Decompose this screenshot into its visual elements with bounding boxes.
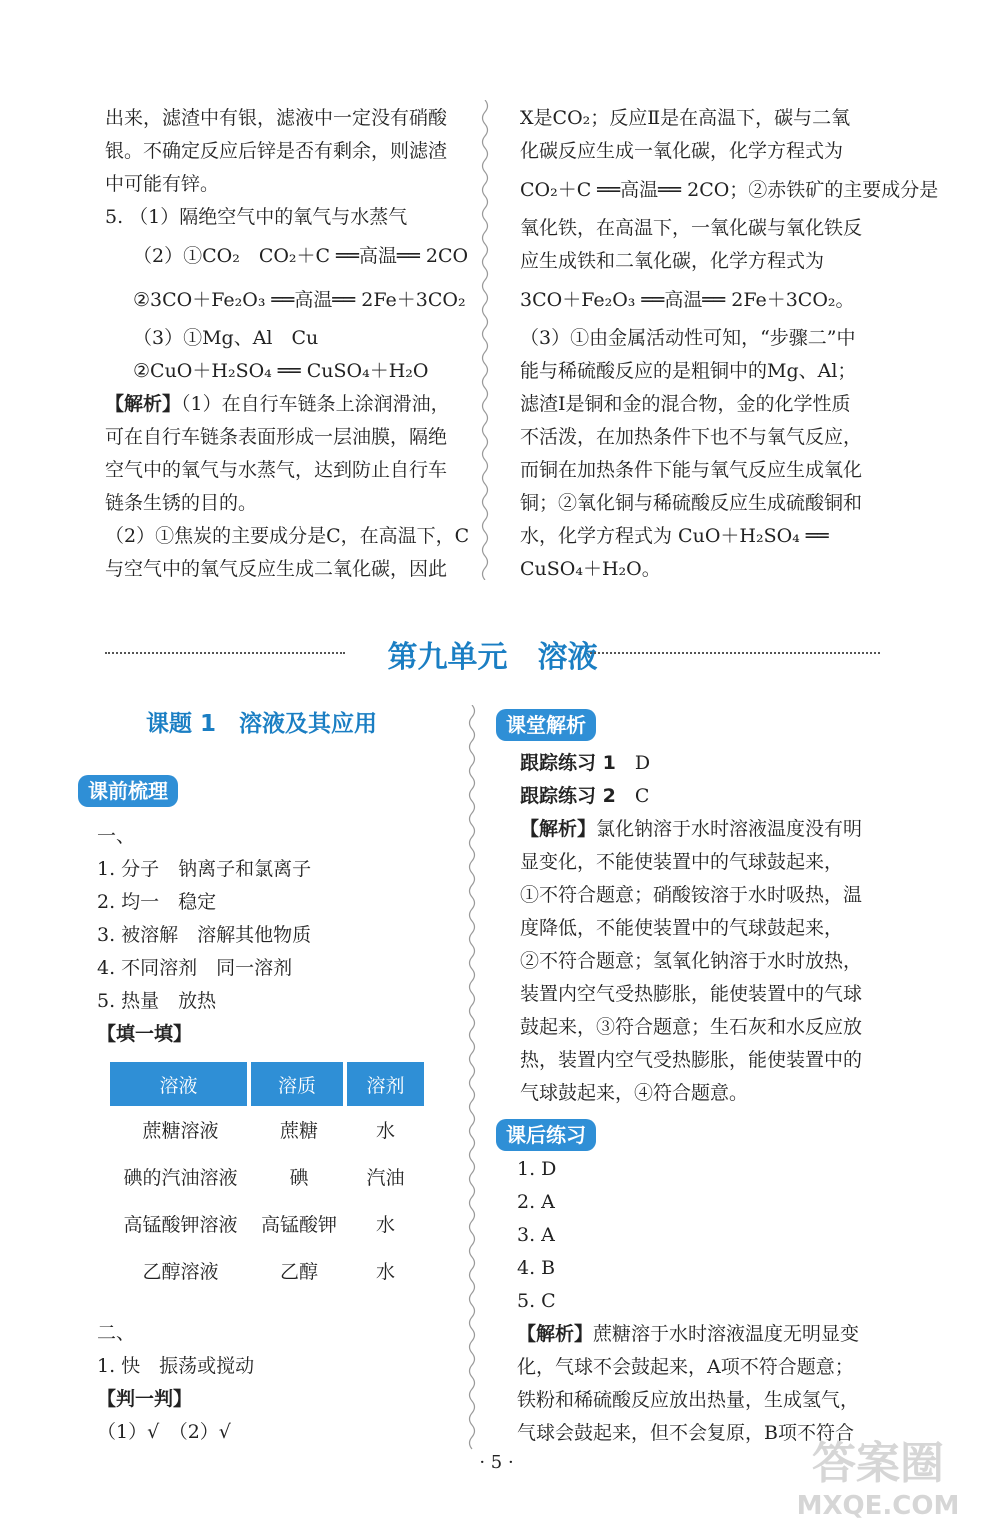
watermark-graphic xyxy=(783,1426,973,1526)
equation-line: ②CuO＋H₂SO₄ ══ CuSO₄＋H₂O xyxy=(133,360,429,382)
dotted-rule-right xyxy=(590,652,880,654)
practice-line xyxy=(520,747,890,780)
column-separator xyxy=(465,705,479,1450)
lesson-title: 课题 1 溶液及其应用 xyxy=(146,711,378,737)
table-cell: 碘 xyxy=(289,1167,309,1189)
top-left-column xyxy=(105,102,475,586)
column-separator xyxy=(478,100,492,580)
table-cell: 汽油 xyxy=(366,1167,405,1189)
text-line: 鼓起来，③符合题意；生石灰和水反应放 xyxy=(520,1016,863,1038)
table-cell: 水 xyxy=(375,1120,395,1142)
table-header: 溶液 xyxy=(110,1062,251,1106)
answer-item: 5. C xyxy=(517,1290,556,1312)
text-line: 水，化学方程式为 CuO＋H₂SO₄ ══ xyxy=(520,525,829,547)
equation-line: ②3CO＋Fe₂O₃ ══高温══ 2Fe＋3CO₂ xyxy=(133,289,466,311)
practice-label: 跟踪练习 2 xyxy=(520,785,616,807)
text-line: 度降低，不能使装置中的气球鼓起来， xyxy=(520,917,844,939)
table-cell: 高锰酸钾溶液 xyxy=(123,1214,238,1236)
text-line: 装置内空气受热膨胀，能使装置中的气球 xyxy=(520,983,863,1005)
text-line: （3）①由金属活动性可知，“步骤二”中 xyxy=(520,327,856,349)
analysis-paragraph xyxy=(520,813,890,846)
answer-item: 1. D xyxy=(517,1158,557,1180)
fill-label: 【填一填】 xyxy=(97,1023,193,1045)
text-line: 气球会鼓起来，但不会复原，B项不符合 xyxy=(517,1422,854,1444)
text-line: 气球鼓起来，④符合题意。 xyxy=(520,1082,749,1104)
judge-label: 【判一判】 xyxy=(97,1388,193,1410)
list-item: 2. 均一 稳定 xyxy=(97,891,217,913)
text-line: 银。不确定反应后锌是否有剩余，则滤渣 xyxy=(105,140,448,162)
text-line: （3）①Mg、Al Cu xyxy=(133,327,319,349)
table-cell: 高锰酸钾 xyxy=(260,1214,337,1236)
equation-line: （2）①CO₂ CO₂＋C ══高温══ 2CO xyxy=(133,245,469,267)
table-cell: 碘的汽油溶液 xyxy=(123,1167,238,1189)
text-line: 滤渣Ⅰ是铜和金的混合物，金的化学性质 xyxy=(520,393,851,415)
unit-title: 第九单元 溶液 xyxy=(387,640,598,675)
practice-label: 跟踪练习 1 xyxy=(520,752,616,774)
watermark-logo xyxy=(783,1426,973,1526)
text-line: CuSO₄＋H₂O。 xyxy=(520,558,661,580)
table-cell: 蔗糖 xyxy=(279,1120,318,1142)
section-tag-preview: 课前梳理 xyxy=(78,775,178,807)
table-cell: 乙醇 xyxy=(279,1261,318,1283)
list-item: 4. 不同溶剂 同一溶剂 xyxy=(97,957,293,979)
table-cell: 水 xyxy=(375,1261,395,1283)
practice-answer: C xyxy=(634,785,650,807)
text-line: 蔗糖溶于水时溶液温度无明显变 xyxy=(593,1323,860,1345)
text-line: 能与稀硫酸反应的是粗铜中的Mg、Al； xyxy=(520,360,857,382)
page-number: · 5 · xyxy=(479,1452,514,1473)
text-line: 铜；②氧化铜与稀硫酸反应生成硫酸铜和 xyxy=(520,492,863,514)
section-tag-class: 课堂解析 xyxy=(496,709,596,741)
text-line: 空气中的氧气与水蒸气，达到防止自行车 xyxy=(105,459,448,481)
text-line: 与空气中的氧气反应生成二氧化碳，因此 xyxy=(105,558,448,580)
text-line: X是CO₂；反应Ⅱ是在高温下，碳与二氧 xyxy=(520,107,851,129)
analysis-label: 【解析】 xyxy=(517,1323,594,1345)
answer-item: 4. B xyxy=(517,1257,556,1279)
text-line: 氧化铁，在高温下，一氧化碳与氧化铁反 xyxy=(520,217,863,239)
text-line: （1）在自行车链条上涂润滑油， xyxy=(181,393,450,415)
text-line: 化碳反应生成一氧化碳，化学方程式为 xyxy=(520,140,844,162)
right-bottom-column-2 xyxy=(517,1153,887,1450)
text-line: 出来，滤渣中有银，滤液中一定没有硝酸 xyxy=(105,107,448,129)
list-item: 1. 分子 钠离子和氯离子 xyxy=(97,858,312,880)
text-line: （2）①焦炭的主要成分是C，在高温下，C xyxy=(105,525,470,547)
text-line: 热，装置内空气受热膨胀，能使装置中的 xyxy=(520,1049,863,1071)
text-line: 化，气球不会鼓起来，A项不符合题意； xyxy=(517,1356,854,1378)
table-row xyxy=(110,1200,424,1247)
section-tag-after-class: 课后练习 xyxy=(496,1119,596,1151)
judge-answers: （1）√ （2）√ xyxy=(97,1421,231,1443)
top-right-column xyxy=(520,102,939,586)
text-line: 不活泼，在加热条件下也不与氧气反应， xyxy=(520,426,863,448)
svg-text:MXQE.COM: MXQE.COM xyxy=(796,1491,960,1521)
right-bottom-column xyxy=(520,747,890,1110)
analysis-paragraph xyxy=(517,1318,887,1351)
text-line: ①不符合题意；硝酸铵溶于水时吸热，温 xyxy=(520,884,863,906)
section-heading: 一、 xyxy=(97,825,136,847)
list-item: 5. 热量 放热 xyxy=(97,990,217,1012)
table-header-row xyxy=(110,1062,424,1106)
solution-table xyxy=(110,1062,424,1294)
text-line: 显变化，不能使装置中的气球鼓起来， xyxy=(520,851,844,873)
section-heading: 二、 xyxy=(97,1322,136,1344)
text-line: 应生成铁和二氧化碳，化学方程式为 xyxy=(520,250,825,272)
text-line: 链条生锈的目的。 xyxy=(105,492,258,514)
analysis-label: 【解析】 xyxy=(105,393,182,415)
text-line: 可在自行车链条表面形成一层油膜，隔绝 xyxy=(105,426,448,448)
left-bottom-column-2 xyxy=(97,1317,467,1449)
text-line: 5. （1）隔绝空气中的氧气与水蒸气 xyxy=(105,206,408,228)
table-row xyxy=(110,1153,424,1200)
text-line: 氯化钠溶于水时溶液温度没有明 xyxy=(596,818,863,840)
practice-line xyxy=(520,780,890,813)
svg-text:答案圈: 答案圈 xyxy=(812,1438,944,1489)
table-cell: 乙醇溶液 xyxy=(142,1261,219,1283)
table-cell: 水 xyxy=(375,1214,395,1236)
table-header: 溶质 xyxy=(251,1062,347,1106)
answer-item: 2. A xyxy=(517,1191,555,1213)
list-item: 1. 快 振荡或搅动 xyxy=(97,1355,255,1377)
analysis-paragraph xyxy=(105,388,475,421)
practice-answer: D xyxy=(634,752,651,774)
table-row xyxy=(110,1106,424,1153)
text-line: ②不符合题意；氢氧化钠溶于水时放热， xyxy=(520,950,863,972)
equation-line: CO₂＋C ══高温══ 2CO；②赤铁矿的主要成分是 xyxy=(520,179,939,201)
table-row xyxy=(110,1247,424,1294)
text-line: 铁粉和稀硫酸反应放出热量，生成氢气， xyxy=(517,1389,860,1411)
answer-item: 3. A xyxy=(517,1224,555,1246)
list-item: 3. 被溶解 溶解其他物质 xyxy=(97,924,312,946)
text-line: 而铜在加热条件下能与氧气反应生成氧化 xyxy=(520,459,863,481)
analysis-label: 【解析】 xyxy=(520,818,597,840)
equation-line: 3CO＋Fe₂O₃ ══高温══ 2Fe＋3CO₂。 xyxy=(520,289,855,311)
text-line: 中可能有锌。 xyxy=(105,173,220,195)
table-header: 溶剂 xyxy=(347,1062,424,1106)
table-cell: 蔗糖溶液 xyxy=(142,1120,219,1142)
unit-divider xyxy=(105,632,880,675)
left-bottom-column xyxy=(97,820,467,1051)
